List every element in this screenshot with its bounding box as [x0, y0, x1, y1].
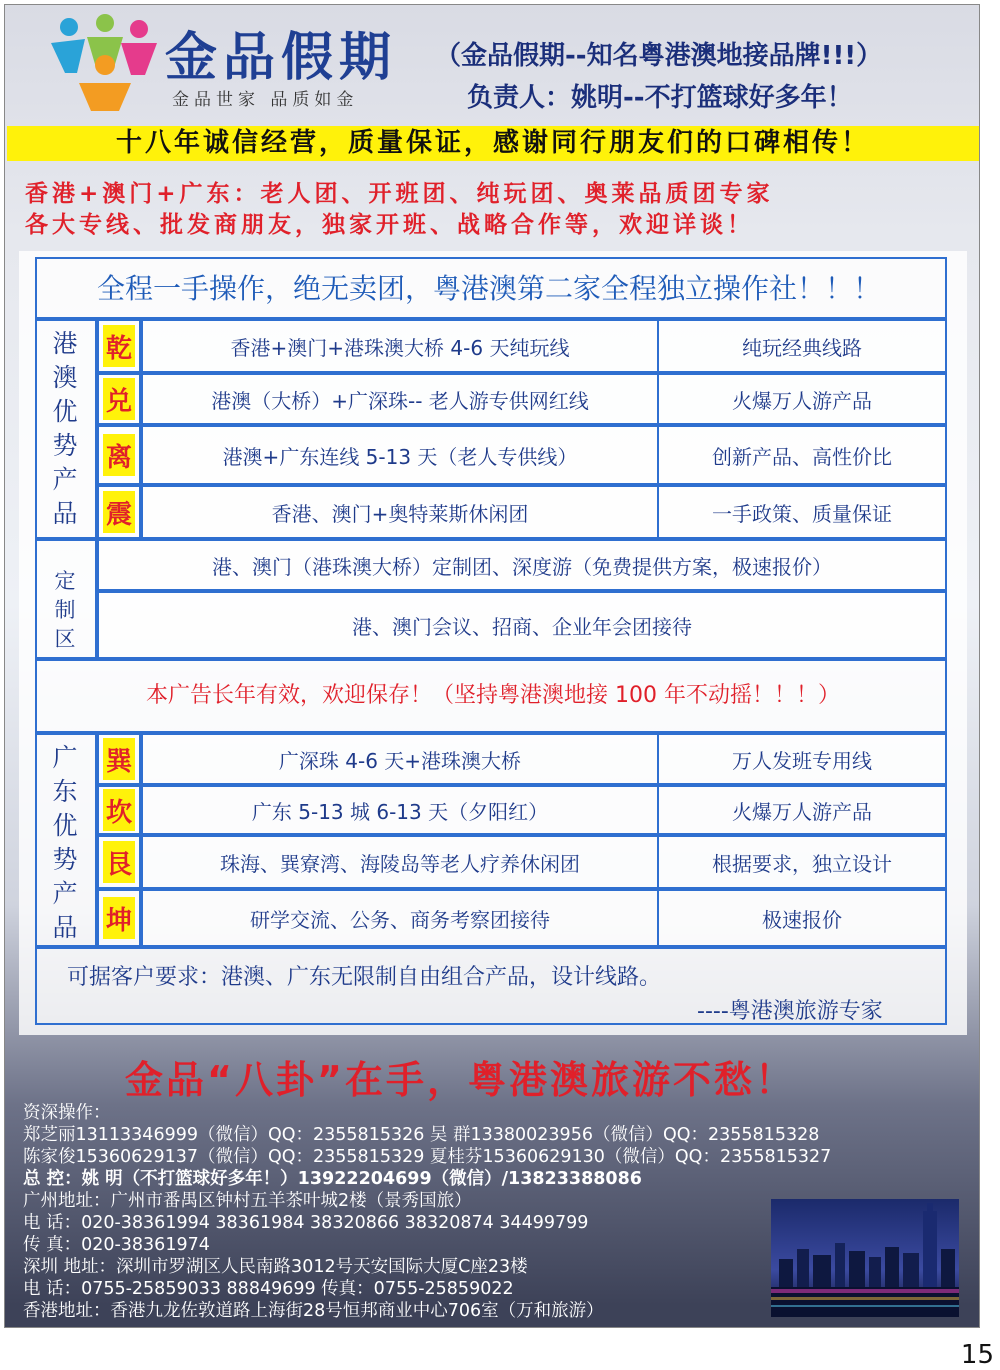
feature-cell: 根据要求，独立设计 [657, 835, 947, 889]
contact-line: 资深操作： [23, 1103, 111, 1123]
expert-signature: ----粤港澳旅游专家 [697, 999, 883, 1024]
contact-line: 郑芝丽13113346999（微信）QQ：2355815326 吴 群13380023956（微信）QQ：2355815328 [23, 1125, 820, 1145]
contact-block [23, 1102, 831, 1322]
trigram-gen: 艮 [103, 841, 135, 883]
logo-icon [47, 13, 159, 113]
contact-line: 深圳 地址：深圳市罗湖区人民南路3012号天安国际大厦C座23楼 [23, 1257, 528, 1277]
brand-tagline: （金品假期--知名粤港澳地接品牌!!!） [435, 41, 883, 71]
big-slogan: 金品“八卦”在手，粤港澳旅游不愁！ [125, 1058, 796, 1102]
feature-cell: 创新产品、高性价比 [657, 425, 947, 485]
headline: 全程一手操作，绝无卖团，粤港澳第二家全程独立操作社！！！ [96, 272, 881, 305]
feature-cell: 万人发班专用线 [657, 733, 947, 785]
trigram-dui: 兑 [103, 378, 135, 420]
intro-line-1: 香港+澳门+广东：老人团、开班团、纯玩团、奥莱品质团专家 [25, 181, 774, 207]
trigram-qian: 乾 [103, 325, 135, 367]
route-cell: 香港+澳门+港珠澳大桥 4-6 天纯玩线 [141, 319, 659, 373]
gd-section-label: 广东优势产品 [52, 743, 78, 942]
contact-line: 电 话：0755-25859033 88849699 传真：0755-25859022 [23, 1279, 514, 1299]
manager-line: 负责人：姚明--不打篮球好多年！ [467, 83, 853, 113]
route-cell: 广东 5-13 城 6-13 天（夕阳红） [141, 785, 659, 835]
route-cell: 香港、澳门+奥特莱斯休闲团 [141, 485, 659, 539]
hong-kong-skyline-photo [771, 1199, 959, 1317]
contact-line: 香港地址：香港九龙佐敦道路上海街28号恒邦商业中心706室（万和旅游） [23, 1301, 604, 1321]
integrity-banner: 十八年诚信经营，质量保证，感谢同行朋友们的口碑相传！ [7, 126, 979, 161]
contact-line: 电 话：020-38361994 38361984 38320866 38320874 34499799 [23, 1213, 589, 1233]
hk-section-label: 港澳优势产品 [52, 329, 78, 528]
contact-line: 陈家俊15360629137（微信）QQ：2355815329 夏桂芬15360629130（微信）QQ：2355815327 [23, 1147, 832, 1167]
feature-cell: 极速报价 [657, 889, 947, 947]
trigram-kun: 坤 [103, 897, 135, 939]
route-cell: 珠海、巽寮湾、海陵岛等老人疗养休闲团 [141, 835, 659, 889]
feature-cell: 火爆万人游产品 [657, 785, 947, 835]
contact-line: 广州地址：广州市番禺区钟村五羊茶叶城2楼（景秀国旅） [23, 1191, 472, 1211]
route-cell: 港澳+广东连线 5-13 天（老人专供线） [141, 425, 659, 485]
feature-cell: 纯玩经典线路 [657, 319, 947, 373]
feature-cell: 火爆万人游产品 [657, 373, 947, 425]
trigram-zhen: 震 [103, 491, 135, 533]
intro-line-2: 各大专线、批发商朋友，独家开班、战略合作等，欢迎详谈！ [25, 212, 754, 238]
page-number: 15 [960, 1340, 994, 1370]
trigram-xun: 巽 [103, 738, 135, 780]
trigram-kan: 坎 [103, 789, 135, 831]
contact-line: 传 真：020-38361974 [23, 1235, 210, 1255]
custom-row: 港、澳门（港珠澳大桥）定制团、深度游（免费提供方案，极速报价） [97, 539, 947, 591]
custom-section-label: 定制区 [54, 569, 76, 651]
route-cell: 研学交流、公务、商务考察团接待 [141, 889, 659, 947]
feature-cell: 一手政策、质量保证 [657, 485, 947, 539]
route-cell: 港澳（大桥）+广深珠-- 老人游专供网红线 [141, 373, 659, 425]
route-cell: 广深珠 4-6 天+港珠澳大桥 [141, 733, 659, 785]
contact-line: 总 控：姚 明（不打篮球好多年！）13922204699（微信）/13823388086 [23, 1169, 642, 1189]
trigram-li: 离 [103, 434, 135, 476]
combo-note: 可据客户要求：港澳、广东无限制自由组合产品，设计线路。 [67, 965, 662, 990]
brand-name: 金品假期 [165, 27, 398, 88]
custom-row: 港、澳门会议、招商、企业年会团接待 [97, 591, 947, 659]
validity-notice: 本广告长年有效，欢迎保存！（坚持粤港澳地接 100 年不动摇！！！） [146, 683, 840, 708]
advertisement-page [4, 4, 980, 1328]
brand-slogan: 金品世家 品质如金 [172, 90, 359, 110]
